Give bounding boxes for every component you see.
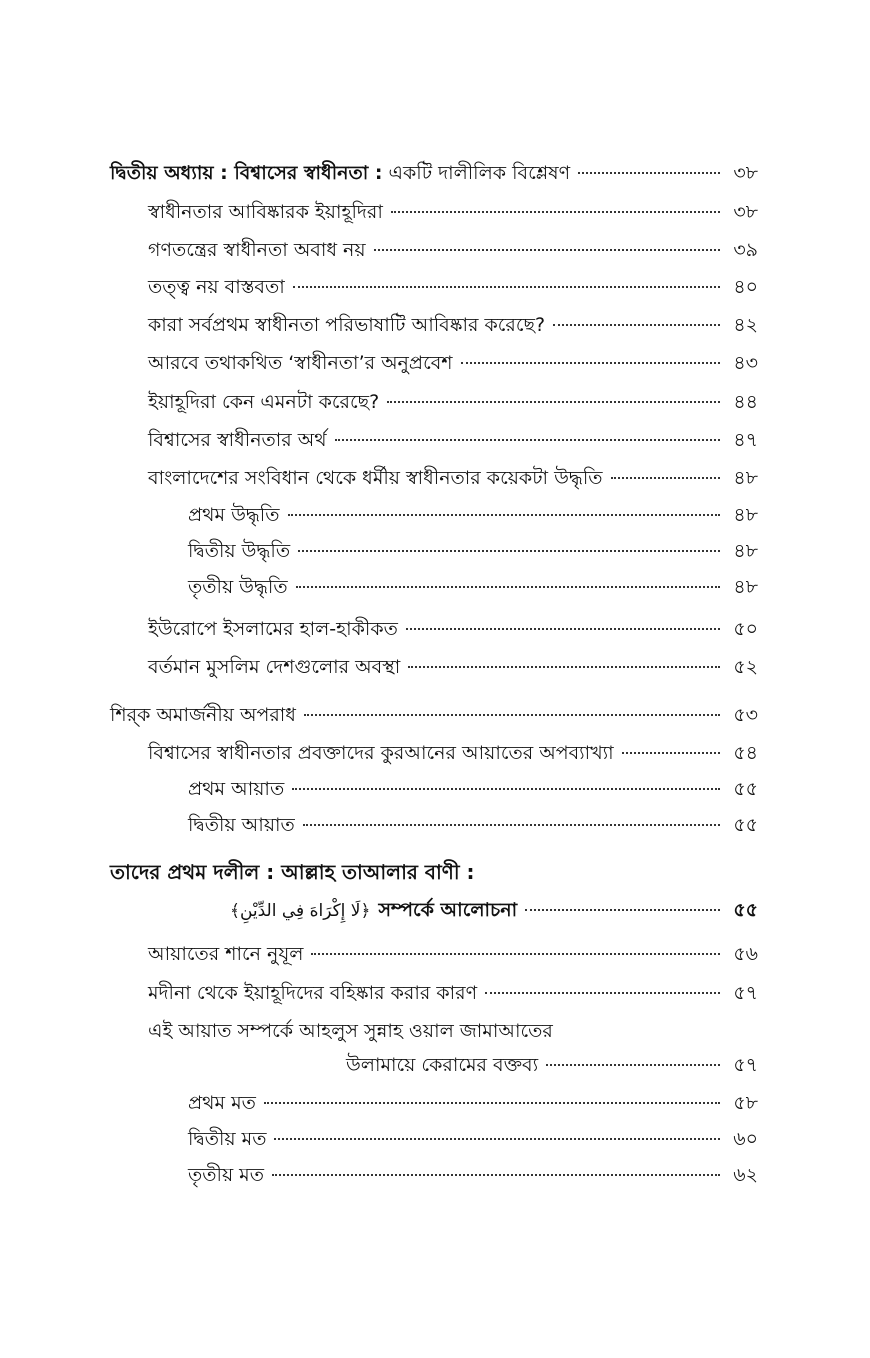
page-number: ৫৫ bbox=[733, 899, 758, 921]
leader-dots bbox=[311, 953, 720, 955]
toc-entry-line2 bbox=[346, 1050, 758, 1080]
page-number: ৪৮ bbox=[733, 467, 758, 489]
toc-entry-title: ইউরোপে ইসলামের হাল-হাকীকত bbox=[148, 618, 398, 640]
toc-subentry bbox=[188, 572, 758, 602]
chapter-subtitle: একটি দালীলিক বিশ্লেষণ bbox=[388, 162, 571, 184]
toc-entry bbox=[148, 652, 758, 682]
toc-entry-title bbox=[230, 895, 517, 926]
page-number: ৫৫ bbox=[733, 814, 758, 836]
toc-entry bbox=[148, 978, 758, 1008]
page-number: ৫০ bbox=[733, 618, 758, 640]
toc-entry-title: গণতন্ত্রের স্বাধীনতা অবাধ নয় bbox=[148, 239, 366, 261]
page-number: ৪৩ bbox=[733, 352, 758, 374]
leader-dots bbox=[387, 401, 720, 403]
toc-entry bbox=[148, 425, 758, 455]
leader-dots bbox=[578, 172, 720, 174]
toc-section-entry bbox=[110, 700, 758, 730]
toc-entry-title: প্রথম উদ্ধৃতি bbox=[188, 504, 280, 526]
page-number: ৪৮ bbox=[733, 540, 758, 562]
toc-entry-title: উলামায়ে কেরামের বক্তব্য bbox=[346, 1054, 539, 1076]
toc-entry-title: তত্ত্ব নয় বাস্তবতা bbox=[148, 276, 285, 298]
toc-entry-title: আয়াতের শানে নুযূল bbox=[148, 943, 304, 965]
leader-dots bbox=[461, 362, 720, 364]
toc-entry-title: ইয়াহূদিরা কেন এমনটা করেছে? bbox=[148, 391, 380, 413]
page-number: ৩৮ bbox=[733, 162, 758, 184]
page-number: ৫৪ bbox=[733, 742, 758, 764]
page-number: ৪৭ bbox=[733, 429, 758, 451]
leader-dots bbox=[374, 249, 720, 251]
toc-entry-title: দ্বিতীয় আয়াত bbox=[188, 814, 295, 836]
evidence-title-bold: সম্পর্কে আলোচনা bbox=[378, 899, 518, 921]
toc-entry-title bbox=[110, 158, 570, 188]
toc-entry-title: দ্বিতীয় মত bbox=[188, 1128, 267, 1150]
arabic-verse: ﴿لَا إِكْرَاهَ فِي الدِّيْنِ﴾ bbox=[230, 901, 371, 921]
page-number: ৪৮ bbox=[733, 576, 758, 598]
leader-dots bbox=[611, 477, 720, 479]
toc-entry-title: শির্‌ক অমার্জনীয় অপরাধ bbox=[110, 704, 296, 726]
toc-entry-line1: এই আয়াত সম্পর্কে আহলুস সুন্নাহ ওয়াল জামাআতের bbox=[148, 1020, 553, 1042]
leader-dots bbox=[264, 1102, 720, 1104]
toc-entry-title: বিশ্বাসের স্বাধীনতার প্রবক্তাদের কুরআনের আয়াতের অপব্যাখ্যা bbox=[148, 742, 614, 764]
leader-dots bbox=[292, 788, 720, 790]
toc-evidence-entry bbox=[230, 895, 758, 925]
toc-entry bbox=[148, 197, 758, 227]
toc-entry bbox=[148, 614, 758, 644]
toc-entry bbox=[148, 738, 758, 768]
toc-entry bbox=[148, 939, 758, 969]
leader-dots bbox=[274, 1138, 720, 1140]
toc-subentry bbox=[188, 1124, 758, 1154]
leader-dots bbox=[406, 628, 720, 630]
page-number: ৫৬ bbox=[733, 943, 758, 965]
leader-dots bbox=[525, 909, 720, 911]
page-number: ৬২ bbox=[733, 1164, 758, 1186]
leader-dots bbox=[391, 211, 720, 213]
evidence-heading: তাদের প্রথম দলীল : আল্লাহ তাআলার বাণী : bbox=[110, 860, 475, 884]
toc-entry-title: বাংলাদেশের সংবিধান থেকে ধর্মীয় স্বাধীনতার কয়েকটা উদ্ধৃতি bbox=[148, 467, 603, 489]
toc-subentry bbox=[188, 1088, 758, 1118]
page-number: ৫৭ bbox=[733, 1054, 758, 1076]
page-number: ৫৫ bbox=[733, 778, 758, 800]
toc-entry-title: দ্বিতীয় উদ্ধৃতি bbox=[188, 540, 291, 562]
page-number: ৪০ bbox=[733, 276, 758, 298]
chapter-title-bold: দ্বিতীয় অধ্যায় : বিশ্বাসের স্বাধীনতা : bbox=[110, 162, 383, 184]
toc-chapter-heading bbox=[110, 158, 758, 188]
toc-subentry bbox=[188, 1160, 758, 1190]
toc-subentry bbox=[188, 536, 758, 566]
toc-entry bbox=[148, 348, 758, 378]
toc-entry-title: কারা সর্বপ্রথম স্বাধীনতা পরিভাষাটি আবিষ্কার করেছে? bbox=[148, 314, 546, 336]
page-number: ৫৩ bbox=[733, 704, 758, 726]
leader-dots bbox=[298, 550, 720, 552]
toc-entry bbox=[148, 463, 758, 493]
toc-entry bbox=[148, 235, 758, 265]
leader-dots bbox=[296, 586, 720, 588]
leader-dots bbox=[485, 992, 720, 994]
toc-entry-title: বিশ্বাসের স্বাধীনতার অর্থ bbox=[148, 429, 327, 451]
leader-dots bbox=[272, 1174, 720, 1176]
leader-dots bbox=[553, 324, 720, 326]
toc-entry-title: তৃতীয় উদ্ধৃতি bbox=[188, 576, 288, 598]
page-number: ৫২ bbox=[733, 656, 758, 678]
leader-dots bbox=[303, 824, 720, 826]
toc-entry-title: প্রথম আয়াত bbox=[188, 778, 285, 800]
leader-dots bbox=[304, 714, 720, 716]
page-number: ৬০ bbox=[733, 1128, 758, 1150]
page-number: ৩৯ bbox=[733, 239, 758, 261]
leader-dots bbox=[288, 514, 720, 516]
page-number: ৫৮ bbox=[733, 1092, 758, 1114]
toc-entry-title: মদীনা থেকে ইয়াহূদিদের বহিষ্কার করার কারণ bbox=[148, 982, 478, 1004]
leader-dots bbox=[335, 439, 720, 441]
toc-entry-title: আরবে তথাকথিত ‘স্বাধীনতা’র অনুপ্রবেশ bbox=[148, 352, 453, 374]
page-number: ৫৭ bbox=[733, 982, 758, 1004]
leader-dots bbox=[408, 666, 720, 668]
toc-entry-title: তৃতীয় মত bbox=[188, 1164, 264, 1186]
toc-subentry bbox=[188, 774, 758, 804]
page-number: ৪৮ bbox=[733, 504, 758, 526]
toc-entry bbox=[148, 310, 758, 340]
toc-entry bbox=[148, 272, 758, 302]
toc-subentry bbox=[188, 500, 758, 530]
toc-entry bbox=[148, 387, 758, 417]
leader-dots bbox=[293, 286, 720, 288]
toc-entry-title: প্রথম মত bbox=[188, 1092, 256, 1114]
toc-entry-title: বর্তমান মুসলিম দেশগুলোর অবস্থা bbox=[148, 656, 401, 678]
page-number: ৪৪ bbox=[733, 391, 758, 413]
toc-subentry bbox=[188, 810, 758, 840]
page-number: ৩৮ bbox=[733, 201, 758, 223]
leader-dots bbox=[622, 752, 720, 754]
toc-entry-title: স্বাধীনতার আবিষ্কারক ইয়াহূদিরা bbox=[148, 201, 383, 223]
leader-dots bbox=[546, 1064, 720, 1066]
page-number: ৪২ bbox=[733, 314, 758, 336]
